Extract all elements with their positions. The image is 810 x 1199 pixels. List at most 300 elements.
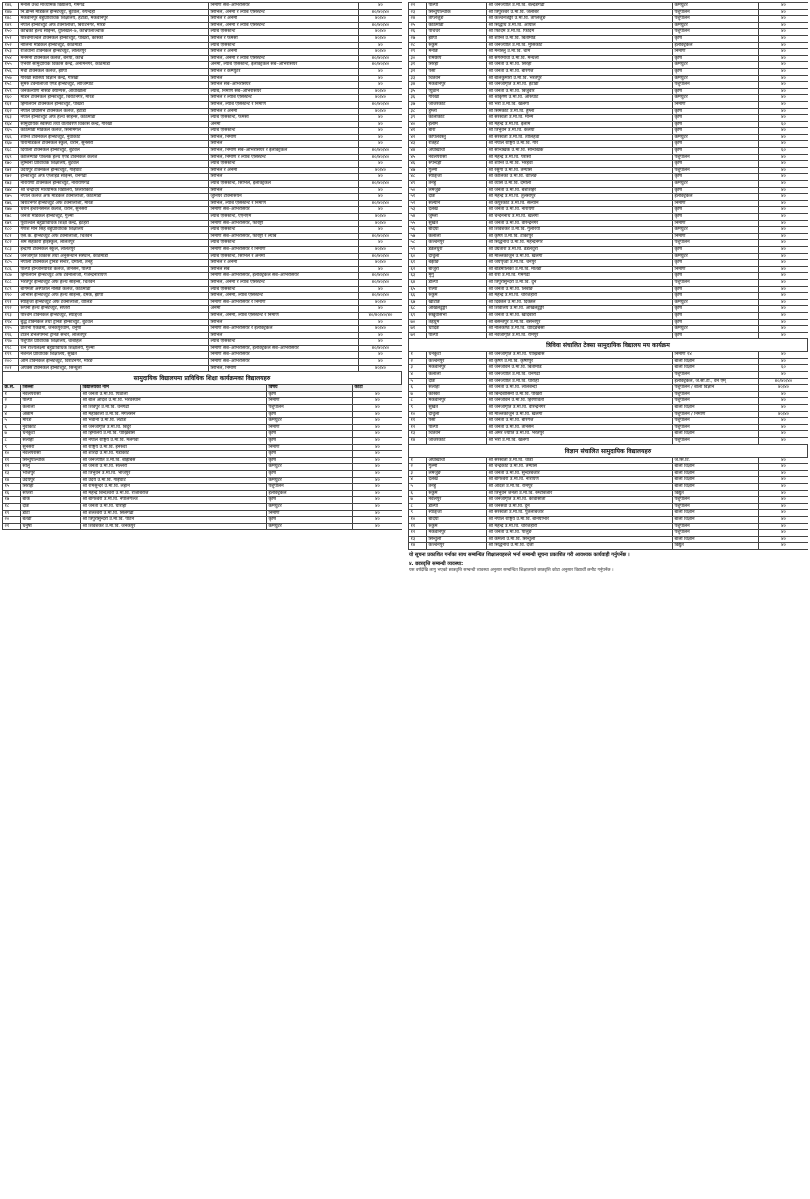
row-number: ५८ <box>409 240 427 247</box>
row-number: ५९ <box>409 246 427 253</box>
school-name: श्री शान्ति उ.मा.वि. बिर्तामोड <box>487 35 673 42</box>
seat-quota: ४० <box>759 3 809 10</box>
row-number: १४ <box>409 438 427 445</box>
seat-quota: ४० <box>359 75 403 82</box>
row-number: ६७ <box>409 299 427 306</box>
seat-quota: ४० <box>359 207 403 214</box>
program-subject: कृषि <box>673 214 759 221</box>
program-subject: इलेक्ट्रिकल, जे.सी.टी., वन एम् <box>673 378 759 385</box>
program-subject: बाली विज्ञान <box>673 464 759 471</box>
row-number: २१ <box>3 523 21 530</box>
table-row <box>409 503 809 510</box>
row-number: १७० <box>3 161 19 168</box>
table-row <box>409 88 809 95</box>
row-number: १५७ <box>3 75 19 82</box>
row-number: १९९ <box>3 352 19 359</box>
row-number: ४५ <box>409 154 427 161</box>
program-subject: कृषि <box>673 293 759 300</box>
district-name: लमजुङ <box>427 187 487 194</box>
program-subject: कम्प्युटर <box>673 75 759 82</box>
program-subject: कृषि <box>267 451 353 458</box>
seat-quota: ४० <box>353 523 403 530</box>
seat-quota: ४० <box>353 431 403 438</box>
school-name: श्री रामसुन्दर उ.मा.वि. लहान <box>81 484 267 491</box>
row-number: १८ <box>3 503 21 510</box>
seat-quota: ४० <box>353 490 403 497</box>
table-row <box>3 3 403 10</box>
row-number: ८ <box>3 438 21 445</box>
seat-quota: ४० <box>759 490 809 497</box>
table-row <box>3 174 403 181</box>
row-number: १८३ <box>3 246 19 253</box>
seat-quota: ४० <box>759 22 809 29</box>
seat-quota: ४० <box>759 167 809 174</box>
school-name: श्री बालकुमारी उ.मा.वि. भरतपुर <box>487 75 673 82</box>
table-row <box>409 286 809 293</box>
right-column <box>408 2 808 1195</box>
district-name: चितवन <box>427 431 487 438</box>
table-row <box>3 286 403 293</box>
district-name: रामेछाप <box>427 55 487 62</box>
seat-quota: ६० <box>759 365 809 372</box>
seat-quota: ४०/४०/४० <box>359 154 403 161</box>
seat-quota: ४० <box>353 484 403 491</box>
seat-quota: ४०/४०/४० <box>359 233 403 240</box>
row-number: ६ <box>3 424 21 431</box>
district-name: बैतडी <box>21 517 81 524</box>
district-name: डोटी <box>21 510 81 517</box>
row-number: १ <box>409 352 427 359</box>
school-name: श्री त्रिपुरेश्वर उ.मा.वि. जलबिरे <box>487 9 673 16</box>
row-number: ४ <box>409 477 427 484</box>
school-name: श्री चन्दननाथ उ.मा.वि. खलंगा <box>487 214 673 221</box>
district-name: धादिङ <box>427 326 487 333</box>
program-subject: ल्याब एसिस्टेन्ट, एएनएम <box>209 214 359 221</box>
school-name: श्री व्यास उ.मा.वि. दमौली <box>487 181 673 188</box>
institution-name: बुद्ध टेक्निकल तथा ट्रेनिङ इन्स्टिच्युट, बुटवल <box>19 319 209 326</box>
program-subject: निर्माण <box>673 233 759 240</box>
district-name: बाजुरा <box>427 266 487 273</box>
row-number: ९ <box>409 510 427 517</box>
table-row <box>409 372 809 379</box>
district-name: नुवाकोट <box>21 424 81 431</box>
school-name: श्री जनता उ.मा.वि. पालुङ <box>487 530 673 537</box>
district-name: ओखलढुङ्गा <box>427 306 487 313</box>
row-number: ४६ <box>409 161 427 168</box>
row-number: १८७ <box>3 273 19 280</box>
seat-quota: ४० <box>759 523 809 530</box>
row-number: ३६ <box>409 95 427 102</box>
district-name: गुल्मी <box>427 464 487 471</box>
row-number: ४३ <box>409 141 427 148</box>
row-number: २९ <box>409 49 427 56</box>
institution-name: नेपाल ईन्स्टिच्युट अफ टेक्नोलोजी, बिराटनगर, मोरङ <box>19 22 209 29</box>
institution-name: सामुदायिक स्वास्थ्य तथा वातावरण विकास केन्द्र, गोरखा <box>19 121 209 128</box>
seat-quota: ४०/४०/४० <box>359 181 403 188</box>
seat-quota: ४० <box>759 286 809 293</box>
row-number: ३१ <box>409 62 427 69</box>
seat-quota: ४० <box>759 457 809 464</box>
institution-name: एभरेष्ट सामुदायिक विकास केन्द्र, अनामनगर, काठमाडौं <box>19 62 209 69</box>
school-name: श्री जनता उ.मा.वि. सिरहा <box>487 62 673 69</box>
school-name: श्री जनजागृति उ.मा.वि. पाख्रिबास <box>487 352 673 359</box>
table-row <box>409 398 809 405</box>
seat-quota: ४०/४०/४० <box>359 293 403 300</box>
table-row <box>409 464 809 471</box>
school-name: श्री सिद्धार्थ उ.मा.वि. आयालै <box>487 22 673 29</box>
school-name: श्री जनता उ.मा.वि. बीरगंज <box>487 68 673 75</box>
seat-quota: ४० <box>353 464 403 471</box>
program-subject: सिभिल <box>209 332 359 339</box>
district-name: दैलेख <box>427 207 487 214</box>
school-name: श्री त्रिभुवन जनता उ.मा.वि. रुम्टीबजार <box>487 490 673 497</box>
seat-quota: ४० <box>359 187 403 194</box>
program-subject: कम्प्युटर <box>673 181 759 188</box>
table-row <box>409 536 809 543</box>
program-subject: कृषि <box>673 273 759 280</box>
program-subject: कृषि <box>673 332 759 339</box>
district-name: संखुवासभा <box>427 312 487 319</box>
program-subject: कृषि <box>673 246 759 253</box>
district-name: चितवन <box>427 75 487 82</box>
program-subject: सिभिल र कम्प्युटर <box>209 68 359 75</box>
institution-name: स्याङ्जा इन्स्टिच्युट अफ टेक्नोलोजी, वालिङ <box>19 299 209 306</box>
institution-name: श्री चन्द्रोदय माध्यमिक विद्यालय, तिलौराकोट <box>19 187 209 194</box>
program-subject: जे.सि.टि. <box>673 457 759 464</box>
school-name: श्री शारदा उ.मा.वि. गैडाकोट <box>81 451 267 458</box>
seat-quota: ४० <box>759 128 809 135</box>
institution-name: प्रतिभा एकेडेमी, जनकपुरधाम, धनुषा <box>19 326 209 333</box>
row-number: ३२ <box>409 68 427 75</box>
table-row <box>3 326 403 333</box>
school-name: श्री बागेश्वरी उ.मा.वि. नेपालगञ्ज <box>81 497 267 504</box>
institution-name: नारायणी टेक्निकल इन्स्टिच्युट, नारायणगढ <box>19 181 209 188</box>
district-name: सिन्धुली <box>427 536 487 543</box>
row-number: १९३ <box>3 312 19 319</box>
table-row <box>3 398 403 405</box>
table-row <box>409 266 809 273</box>
seat-quota: ४० <box>759 312 809 319</box>
seat-quota: ४०/४० <box>359 88 403 95</box>
institution-name: मेची टेक्निकल कलेज, झापा <box>19 68 209 75</box>
seat-quota: ४०/४० <box>359 326 403 333</box>
school-name: श्री कृष्ण उ.मा.वि. टीकापुर <box>487 233 673 240</box>
row-number: १७२ <box>3 174 19 181</box>
seat-quota: ४० <box>359 82 403 89</box>
program-subject: कृषि <box>673 207 759 214</box>
program-subject: सिभिल, निर्माण <box>209 365 359 372</box>
seat-quota: ४० <box>759 516 809 523</box>
seat-quota: ४० <box>353 510 403 517</box>
table-row <box>409 233 809 240</box>
table-row <box>409 49 809 56</box>
table-row <box>3 75 403 82</box>
row-number: २ <box>409 464 427 471</box>
school-name: श्री जनता उ.मा.वि. सल्लेरी <box>81 464 267 471</box>
science-schools-title: विज्ञान संचालित सामुदायिक विद्यालयहरु <box>408 445 808 457</box>
row-number: ५५ <box>409 220 427 227</box>
school-name: श्री जनता उ.मा.वि. बेशीशहर <box>487 187 673 194</box>
seat-quota: ४० <box>759 9 809 16</box>
table-row <box>409 128 809 135</box>
program-subject: बाली विज्ञान <box>673 516 759 523</box>
program-subject: कम्प्युटर <box>267 418 353 425</box>
seat-quota: ४० <box>759 29 809 36</box>
table-row <box>409 424 809 431</box>
program-subject: सिभिल सब–ओभरसियर <box>209 82 359 89</box>
institution-name: सुमेरु टेक्नोलोजी एण्ड इन्स्टिच्युट, लाजिम्पाट <box>19 82 209 89</box>
district-name: पाल्पा <box>427 332 487 339</box>
seat-quota: ४० <box>353 451 403 458</box>
table-row <box>3 240 403 247</box>
program-subject: पशुपालन <box>673 154 759 161</box>
row-number: २३ <box>409 9 427 16</box>
district-name: कालीकोट <box>427 115 487 122</box>
header-subject: विषय <box>267 385 353 392</box>
school-name: श्री भवानी उ.मा.वि. लेटाङ <box>81 418 267 425</box>
district-name: कैलाली <box>21 405 81 412</box>
table-row <box>3 490 403 497</box>
seat-quota: ४० <box>353 424 403 431</box>
program-subject: पशुपालन <box>673 391 759 398</box>
district-name: रुकुम <box>427 42 487 49</box>
program-subject: कृषि <box>673 88 759 95</box>
seat-quota: ४०/४० <box>359 108 403 115</box>
school-name: श्री बाल आदर्श उ.मा.वि. भैरवस्थान <box>81 398 267 405</box>
program-subject: सिभिल, निर्माण सब–ओभरसियर र इलेक्ट्रिकल <box>209 148 359 155</box>
school-name: श्री बागेश्वरी उ.मा.वि. नारायण <box>487 477 673 484</box>
table-row <box>409 148 809 155</box>
seat-quota: ४०/४० <box>759 411 809 418</box>
institution-name: काठमाडौं मेडिकल कलेज, सिनामंगल <box>19 128 209 135</box>
table-row <box>409 154 809 161</box>
row-number: १७१ <box>3 167 19 174</box>
district-name: बाँके <box>21 497 81 504</box>
seat-quota: ४०/४०/४० <box>359 148 403 155</box>
program-subject: ल्याब एसिस्टेन्ट, सिभिल, इलेक्ट्रिकल <box>209 181 359 188</box>
row-number: १६४ <box>3 121 19 128</box>
row-number: २०१ <box>3 365 19 372</box>
row-number: ३४ <box>409 82 427 89</box>
district-name: मकवानपुर <box>427 365 487 372</box>
row-number: ४९ <box>409 181 427 188</box>
school-name: श्री कृष्ण उ.मा.वि. कृष्णपुर <box>487 358 673 365</box>
row-number: ७ <box>3 431 21 438</box>
program-subject: निर्माण सब–ओभरसियर, इलेक्ट्रिकल सब–ओभरसियर <box>209 273 359 280</box>
seat-quota: ४० <box>759 95 809 102</box>
table-row <box>409 240 809 247</box>
program-subject: कृषि <box>267 391 353 398</box>
community-schools-continued-table <box>408 2 808 339</box>
district-name: तनहुँ <box>427 181 487 188</box>
table-row <box>409 62 809 69</box>
school-name: श्री कञ्चनजङ्घा उ.मा.वि. ताप्लेजुङ <box>487 16 673 23</box>
school-name: श्री जनज्योति उ.मा.वि. बाह्रबिसे <box>81 457 267 464</box>
row-number: १९१ <box>3 299 19 306</box>
row-number: १८५ <box>3 260 19 267</box>
program-subject: कृषि <box>267 411 353 418</box>
school-name: श्री बसन्तपुर उ.मा.वि. बसन्तपुर <box>487 319 673 326</box>
seat-quota: ४०/४०/४० <box>359 200 403 207</box>
district-name: रुकुम <box>427 490 487 497</box>
table-row <box>409 273 809 280</box>
table-row <box>3 214 403 221</box>
program-subject: निर्माण <box>267 444 353 451</box>
table-row <box>409 181 809 188</box>
school-name: श्री सिमकोट उ.मा.वि. हुम्ला <box>487 108 673 115</box>
institution-name: शान्ति टेक्निकल इन्स्टिच्युट, नुवाकोट <box>19 134 209 141</box>
table-row <box>409 82 809 89</box>
row-number: ८ <box>409 503 427 510</box>
program-subject: सिभिल, अनमी र ल्याब एसिस्टेन्ट <box>209 9 359 16</box>
row-number: ११ <box>409 418 427 425</box>
institution-name: ओम टेक्निकल इन्स्टिच्युट, विराटनगर, मोरङ <box>19 359 209 366</box>
table-row <box>3 88 403 95</box>
institution-name: नेशनल प्राविधिक शिक्षालय, सुर्खेत <box>19 352 209 359</box>
program-subject: बाली विज्ञान <box>673 358 759 365</box>
row-number: ८ <box>409 398 427 405</box>
notice-page <box>2 2 808 1195</box>
row-number: १ <box>3 391 21 398</box>
table-row <box>409 174 809 181</box>
school-name: श्री जनज्योति उ.मा.वि. मुसिकोट <box>487 42 673 49</box>
program-subject: निर्माण सब–ओभरसियर र निर्माण <box>209 299 359 306</box>
program-subject: कृषि <box>673 148 759 155</box>
row-number: १९८ <box>3 345 19 352</box>
seat-quota: ४०/४०/४० <box>759 378 809 385</box>
program-subject: ल्याब एसिस्टेन्ट <box>209 128 359 135</box>
row-number: ५६ <box>409 227 427 234</box>
row-number: १६१ <box>3 101 19 108</box>
program-subject: सिभिल र अनमी <box>209 167 359 174</box>
table-row <box>409 194 809 201</box>
institution-name: अपेक्स टेक्निकल इन्स्टिच्युट, सिन्धुली <box>19 365 209 372</box>
table-row <box>409 75 809 82</box>
table-row <box>3 207 403 214</box>
row-number: १७ <box>3 497 21 504</box>
row-number: १४ <box>3 477 21 484</box>
seat-quota: ४० <box>359 339 403 346</box>
school-name: श्री शिवपुर उ.मा.वि. धनगढी <box>81 405 267 412</box>
school-name: श्री जनज्योति उ.मा.वि. बल्दैङगढी <box>487 3 673 10</box>
program-subject: सिभिल, अनमी र ल्याब एसिस्टेन्ट <box>209 55 359 62</box>
program-subject: ल्याब एसिस्टेन्ट <box>209 227 359 234</box>
school-name: श्री जनजागृति उ.मा.वि. कावासोती <box>487 497 673 504</box>
program-subject: ल्याब एसिस्टेन्ट <box>209 286 359 293</box>
table-row <box>3 22 403 29</box>
program-subject: सिभिल, अनमी, ल्याब एसिस्टेन्ट <box>209 293 359 300</box>
publication-note: यो सूचना प्रकाशित गर्नाका साथ सम्बन्धित शिक्षालयहरुले भर्ना सम्बन्धी सूचना प्रकाशित गरी आवश्यक कार्यवाही गर्नुपर्नेछ । <box>409 551 630 558</box>
seat-quota: ४०/४० <box>359 167 403 174</box>
table-row <box>409 418 809 425</box>
row-number: १९६ <box>3 332 19 339</box>
institution-name: टाउन डेभलपमेन्ट ट्रेनिङ सेन्टर, ललितपुर <box>19 332 209 339</box>
seat-quota: ४० <box>759 352 809 359</box>
school-name: श्री उग्रतारा उ.मा.वि. डडेलधुरा <box>487 246 673 253</box>
table-row <box>409 260 809 267</box>
school-name: श्री नेपाल राष्ट्रिय उ.मा.वि. बनियाभार <box>487 516 673 523</box>
school-name: श्री शान्ति उ.मा.वि. भैरहवा <box>487 161 673 168</box>
seat-quota: ४० <box>759 154 809 161</box>
row-number: १८९ <box>3 286 19 293</box>
seat-quota: ४० <box>759 266 809 273</box>
tribhuvan-schools-title: त्रिविवा संचालित टेक्सा सामुदायिक विद्यालय मय कार्यक्रम <box>408 339 808 351</box>
school-name: श्री जनता उ.मा.वि. वीरेन्द्रनगर <box>487 220 673 227</box>
table-row <box>409 207 809 214</box>
seat-quota: ४० <box>759 141 809 148</box>
institution-name: नेपाल प्रोग्रेसिभ टेक्निकल कलेज, हेटौंडा <box>19 108 209 115</box>
program-subject: कृषि <box>673 306 759 313</box>
seat-quota: ४० <box>759 332 809 339</box>
table-row <box>3 49 403 56</box>
program-subject: कृषि <box>673 128 759 135</box>
program-subject: कृषि <box>673 187 759 194</box>
row-number: ६६ <box>409 293 427 300</box>
seat-quota: ४०/४०/४० <box>359 22 403 29</box>
row-number: १९२ <box>3 306 19 313</box>
school-name: श्री मनास्लु उ.मा.वि. चामे <box>487 49 673 56</box>
row-number: १० <box>409 411 427 418</box>
program-subject: कम्प्युटर <box>267 523 353 530</box>
table-row <box>3 141 403 148</box>
program-subject: बाली विज्ञान <box>673 483 759 490</box>
table-row <box>409 431 809 438</box>
program-subject: सिभिल र अनमी <box>209 16 359 23</box>
program-subject: ल्याब एसिस्टेन्ट, सिभिल र अनमी <box>209 253 359 260</box>
district-name: जुम्ला <box>427 214 487 221</box>
institution-name: मनमनी टेक्निकल कलेज, बनेपा, काभ्रे <box>19 55 209 62</box>
seat-quota: ४० <box>759 470 809 477</box>
district-name: बर्दिया <box>427 516 487 523</box>
row-number: ६० <box>409 253 427 260</box>
seat-quota: ४० <box>759 391 809 398</box>
table-row <box>3 16 403 23</box>
row-number: ३५ <box>409 88 427 95</box>
program-subject: कृषि <box>673 174 759 181</box>
seat-quota: ४० <box>759 503 809 510</box>
program-subject: निर्माण <box>673 266 759 273</box>
program-subject: विद्युत <box>673 490 759 497</box>
district-name: मकवानपुर <box>427 82 487 89</box>
district-name: पर्सा <box>427 68 487 75</box>
row-number: १८४ <box>3 253 19 260</box>
row-number: ३ <box>409 365 427 372</box>
school-name: श्री भेरी उ.मा.वि. खलंगा <box>487 438 673 445</box>
program-subject: कृषि <box>673 108 759 115</box>
row-number: ३ <box>409 470 427 477</box>
district-name: दार्चुला <box>427 411 487 418</box>
seat-quota: ४० <box>359 227 403 234</box>
institution-name: रत्न राज्यलक्ष्मी बहुप्राविधिक शिक्षालय, गुल्मी <box>19 345 209 352</box>
table-row <box>3 517 403 524</box>
program-subject: कम्प्युटर <box>267 464 353 471</box>
program-subject: बाली विज्ञान <box>673 510 759 517</box>
row-number: १५९ <box>3 88 19 95</box>
district-name: मोरङ <box>21 418 81 425</box>
district-name: दैलेख <box>427 477 487 484</box>
row-number: १६० <box>3 95 19 102</box>
program-subject: निर्माण <box>673 101 759 108</box>
program-subject: कम्प्युटर <box>673 134 759 141</box>
table-row <box>3 365 403 372</box>
school-name: श्री राष्ट्रिय उ.मा.वि. इनरुवा <box>81 444 267 451</box>
table-row <box>409 477 809 484</box>
row-number: १७७ <box>3 207 19 214</box>
table-row <box>3 319 403 326</box>
table-row <box>3 55 403 62</box>
program-subject: निर्माण <box>673 200 759 207</box>
seat-quota: ४० <box>759 464 809 471</box>
